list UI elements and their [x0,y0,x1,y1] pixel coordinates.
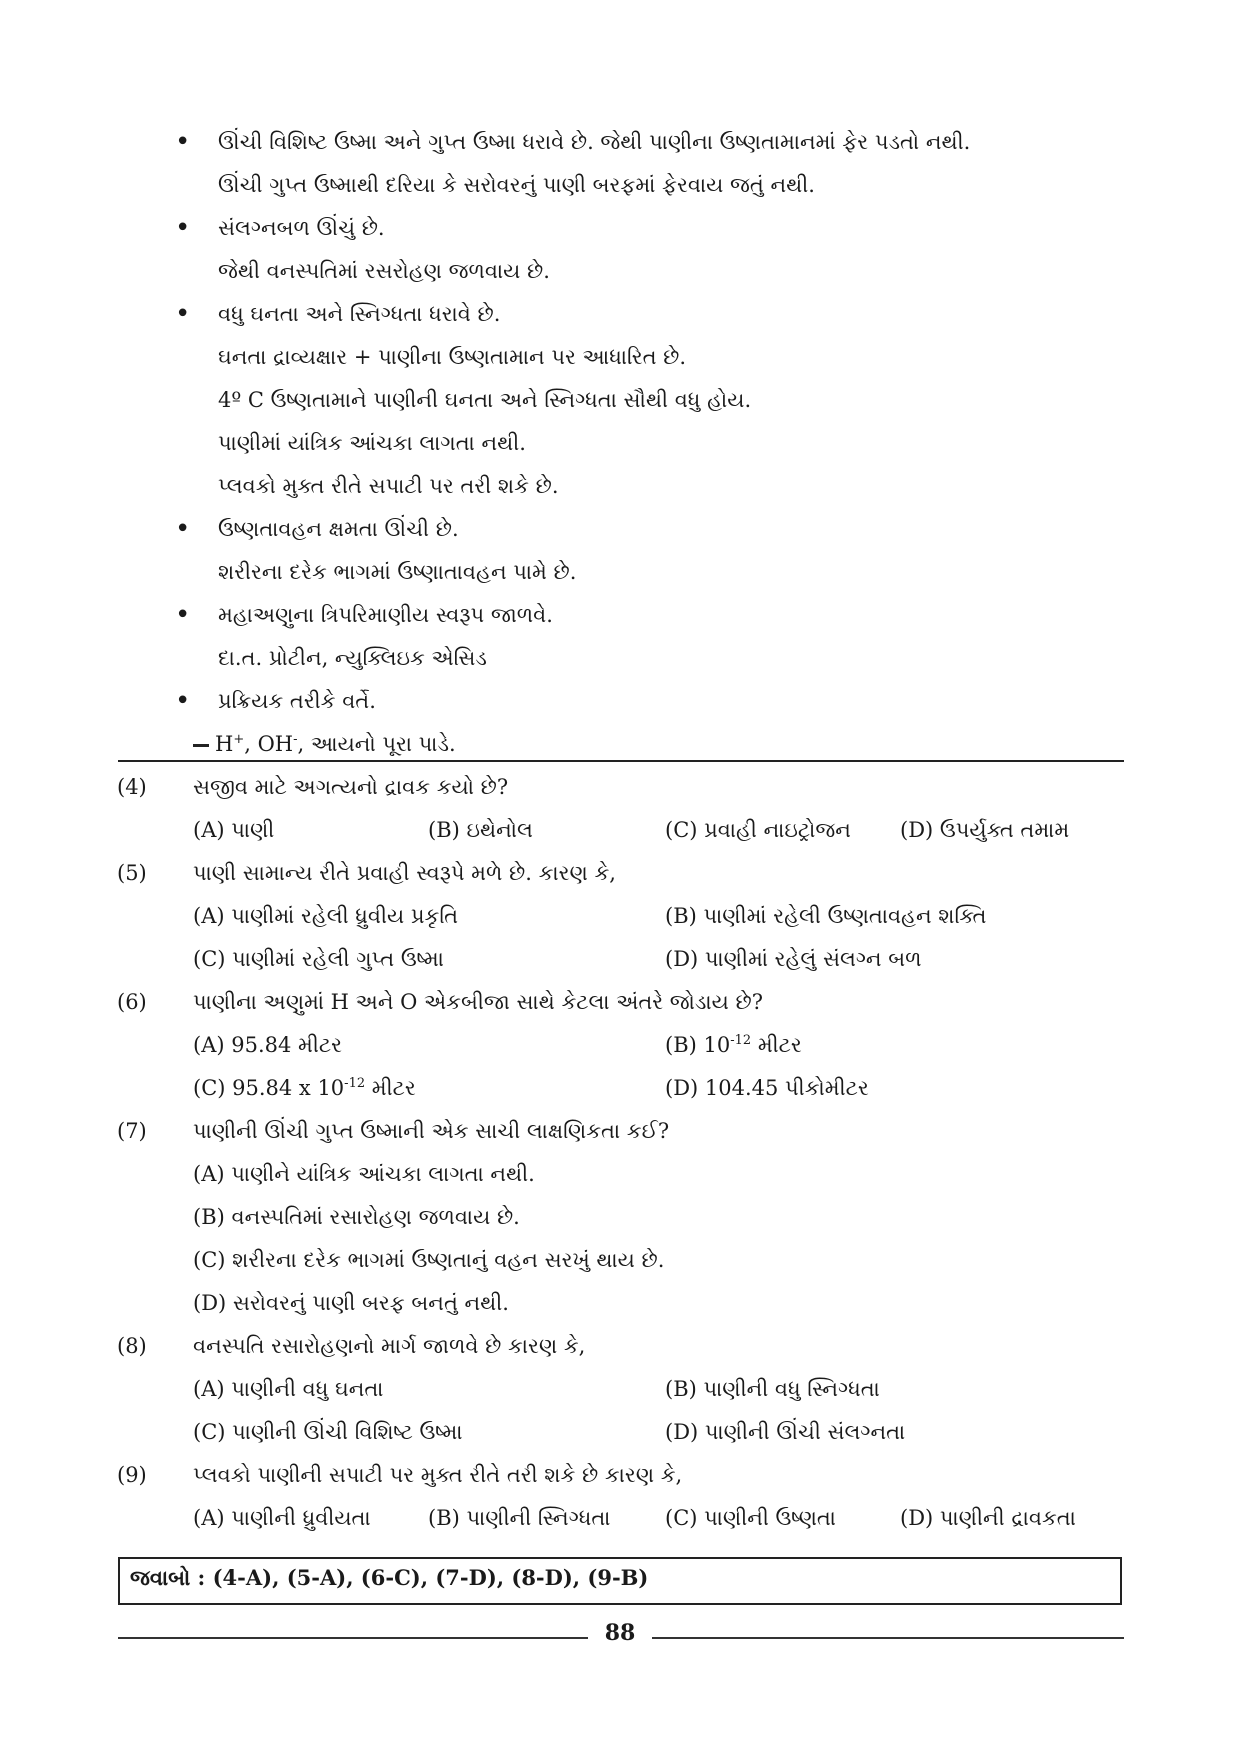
option-b: (B) પાણીની વધુ સ્નિગ્ધતા [665,1377,880,1401]
answer-box [118,1557,1122,1605]
question-text: વનસ્પતિ રસારોહણનો માર્ગ જાળવે છે કારણ કે, [193,1334,586,1358]
option-a: (A) પાણી [193,818,275,842]
bullet-2-line-1: સંલગ્નબળ ઊંચું છે. [218,216,385,240]
bullet-icon: • [175,213,191,243]
option-c: (C) પાણીની ઉષ્ણતા [665,1506,836,1530]
bullet-3-line-5: પ્લવકો મુક્ત રીતે સપાટી પર તરી શકે છે. [218,474,559,498]
page-number: 88 [604,1620,636,1646]
question-number: (8) [117,1334,147,1358]
option-b: (B) પાણીની સ્નિગ્ધતા [428,1506,611,1530]
option-d: (D) પાણીની દ્રાવકતા [900,1506,1076,1530]
option-a: (A) પાણીની વધુ ઘનતા [193,1377,384,1401]
bullet-icon: • [175,600,191,630]
bullet-3-line-4: પાણીમાં યાંત્રિક આંચકા લાગતા નથી. [218,431,526,455]
footer-rule-left [118,1637,588,1639]
option-a: (A) પાણીની ધ્રુવીયતા [193,1506,371,1530]
bullet-5-line-1: મહાઅણુના ત્રિપરિમાણીય સ્વરૂપ જાળવે. [218,603,553,627]
question-number: (7) [117,1119,147,1143]
bullet-1-line-2: ઊંચી ગુપ્ત ઉષ્માથી દરિયા કે સરોવરનું પાણી બરફમાં ફેરવાય જતું નથી. [218,173,815,197]
question-text: પાણીની ઊંચી ગુપ્ત ઉષ્માની એક સાચી લાક્ષણિકતા કઈ? [193,1119,670,1143]
option-b: (B) $10^{-12}$ મીટર [665,1033,802,1057]
option-b: (B) પાણીમાં રહેલી ઉષ્ણતાવહન શક્તિ [665,904,987,928]
question-text: સજીવ માટે અગત્યનો દ્રાવક કયો છે? [193,775,509,799]
bullet-4-line-1: ઉષ્ણતાવહન ક્ષમતા ઊંચી છે. [218,517,459,541]
question-number: (6) [117,990,147,1014]
bullet-3-line-1: વધુ ઘનતા અને સ્નિગ્ધતા ધરાવે છે. [218,302,501,326]
option-c: (C) 95.84 x $10^{-12}$ મીટર [193,1076,416,1100]
answer-key: જવાબો : (4-A), (5-A), (6-C), (7-D), (8-D), (9-B) [130,1565,649,1590]
bullet-6-line-1: પ્રક્રિયક તરીકે વર્તે. [218,689,376,713]
bullet-icon: • [175,299,191,329]
question-text: પાણીના અણુમાં H અને O એકબીજા સાથે કેટલા અંતરે જોડાય છે? [193,990,763,1014]
option-b: (B) વનસ્પતિમાં રસારોહણ જળવાય છે. [193,1205,520,1229]
bullet-5-line-2: દા.ત. પ્રોટીન, ન્યુક્લિઇક એસિડ [218,646,487,670]
bullet-3-line-2: ઘનતા દ્રાવ્યક્ષાર + પાણીના ઉષ્ણતામાન પર આધારિત છે. [218,345,687,369]
option-d: (D) પાણીની ઊંચી સંલગ્નતા [665,1420,906,1444]
question-number: (9) [117,1463,147,1487]
option-c: (C) પાણીની ઊંચી વિશિષ્ટ ઉષ્મા [193,1420,463,1444]
option-a: (A) પાણીમાં રહેલી ધ્રુવીય પ્રકૃતિ [193,904,458,928]
option-a: (A) પાણીને યાંત્રિક આંચકા લાગતા નથી. [193,1162,535,1186]
dash-icon [193,744,209,747]
bullet-2-line-2: જેથી વનસ્પતિમાં રસરોહણ જળવાય છે. [218,259,550,283]
question-text: પાણી સામાન્ય રીતે પ્રવાહી સ્વરૂપે મળે છે. કારણ કે, [193,861,616,885]
option-d: (D) પાણીમાં રહેલું સંલગ્ન બળ [665,947,922,971]
bullet-icon: • [175,686,191,716]
option-d: (D) ઉપર્યુક્ત તમામ [900,818,1070,842]
question-number: (5) [117,861,147,885]
option-b: (B) ઇથેનોલ [428,818,533,842]
ion-line: H+, OH-, આયનો પૂરા પાડે. [193,729,456,759]
bullet-1-line-1: ઊંચી વિશિષ્ટ ઉષ્મા અને ગુપ્ત ઉષ્મા ધરાવે છે. જેથી પાણીના ઉષ્ણતામાનમાં ફેર પડતો નથી. [218,130,971,154]
option-a: (A) 95.84 મીટર [193,1033,342,1057]
question-text: પ્લવકો પાણીની સપાટી પર મુક્ત રીતે તરી શકે છે કારણ કે, [193,1463,683,1487]
option-d: (D) સરોવરનું પાણી બરફ બનતું નથી. [193,1291,509,1315]
bullet-4-line-2: શરીરના દરેક ભાગમાં ઉષ્ણાતાવહન પામે છે. [218,560,577,584]
question-number: (4) [117,775,147,799]
option-d: (D) 104.45 પીકોમીટર [665,1076,869,1100]
bullet-3-line-3: 4º C ઉષ્ણતામાને પાણીની ઘનતા અને સ્નિગ્ધતા સૌથી વધુ હોય. [218,388,752,412]
option-c: (C) પાણીમાં રહેલી ગુપ્ત ઉષ્મા [193,947,444,971]
bullet-icon: • [175,514,191,544]
option-c: (C) પ્રવાહી નાઇટ્રોજન [665,818,851,842]
bullet-icon: • [175,127,191,157]
section-divider [118,760,1124,762]
footer-rule-right [652,1637,1124,1639]
option-c: (C) શરીરના દરેક ભાગમાં ઉષ્ણતાનું વહન સરખું થાય છે. [193,1248,665,1272]
